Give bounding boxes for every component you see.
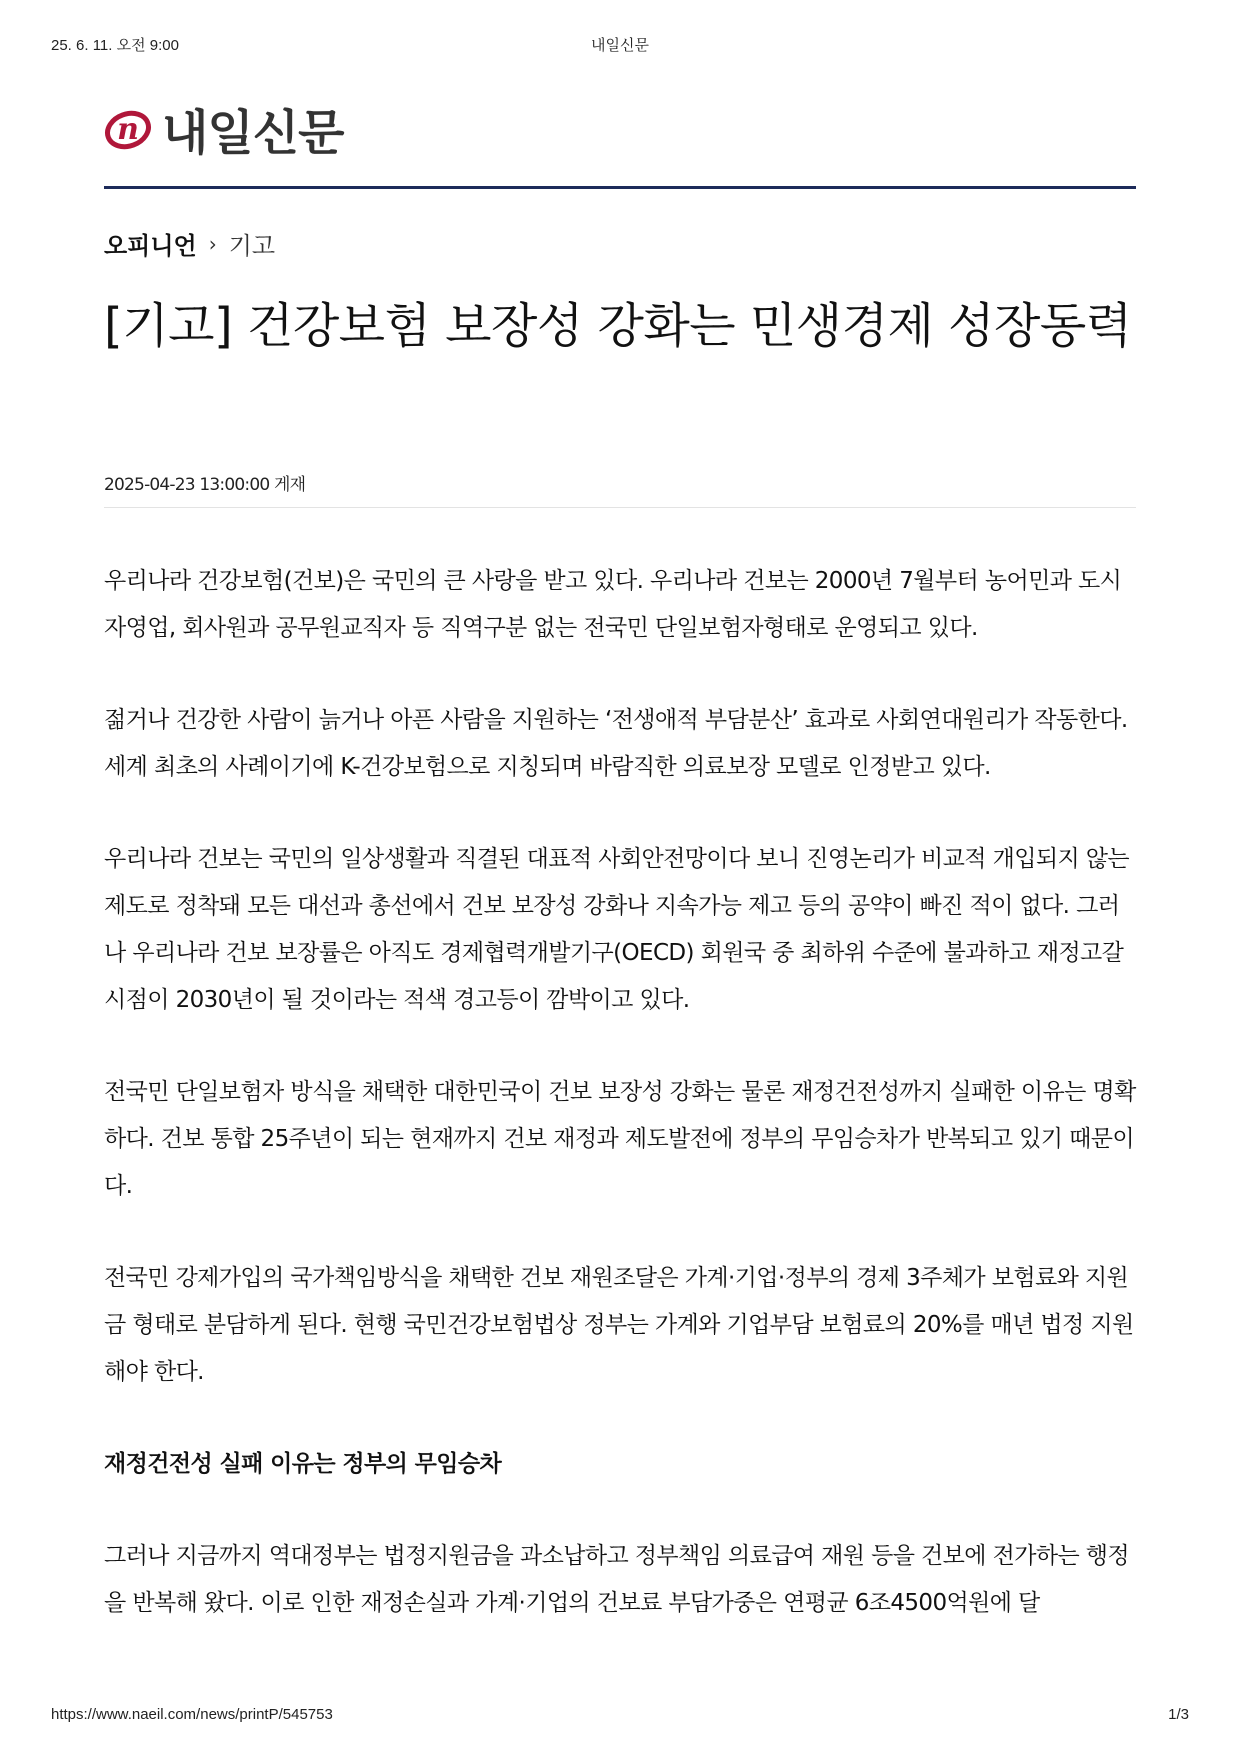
logo-name: 내일신문 xyxy=(162,104,344,161)
breadcrumb xyxy=(104,226,275,261)
chevron-right-icon: › xyxy=(208,231,217,256)
article-paragraph: 전국민 강제가입의 국가책임방식을 채택한 건보 재원조달은 가계·기업·정부의 경제 3주체가 보험료와 지원금 형태로 분담하게 된다. 현행 국민건강보험법상 정부는 가계와 기업부담 보험료의 20%를 매년 법정 지원해야 한다. xyxy=(104,1265,1134,1385)
article-published-date: 2025-04-23 13:00:00 게재 xyxy=(104,475,306,495)
print-page-number: 1/3 xyxy=(1168,1706,1189,1723)
print-footer xyxy=(51,1706,1189,1726)
breadcrumb-subsection[interactable]: 기고 xyxy=(228,232,276,260)
article-subheading: 재정건전성 실패 이유는 정부의 무임승차 xyxy=(104,1451,502,1477)
print-date: 25. 6. 11. 오전 9:00 xyxy=(51,37,179,54)
article-paragraph: 그러나 지금까지 역대정부는 법정지원금을 과소납하고 정부책임 의료급여 재원 등을 건보에 전가하는 행정을 반복해 왔다. 이로 인한 재정손실과 가계·기업의 건보료 부담가중은 연평균 6조4500억원에 달 xyxy=(104,1543,1130,1616)
site-logo[interactable] xyxy=(104,100,344,161)
article-paragraph: 우리나라 건강보험(건보)은 국민의 큰 사랑을 받고 있다. 우리나라 건보는 2000년 7월부터 농어민과 도시자영업, 회사원과 공무원교직자 등 직역구분 없는 전국민 단일보험자형태로 운영되고 있다. xyxy=(104,568,1122,641)
article-paragraph: 전국민 단일보험자 방식을 채택한 대한민국이 건보 보장성 강화는 물론 재정건전성까지 실패한 이유는 명확하다. 건보 통합 25주년이 되는 현재까지 건보 재정과 제도발전에 정부의 무임승차가 반복되고 있기 때문이다. xyxy=(104,1079,1136,1199)
article-headline: [기고] 건강보험 보장성 강화는 민생경제 성장동력 xyxy=(104,298,1132,354)
print-title: 내일신문 xyxy=(591,37,649,54)
logo-mark-letter: n xyxy=(117,112,139,147)
logo-mark-icon xyxy=(104,104,152,152)
article-body xyxy=(104,558,1136,1672)
header-divider xyxy=(104,186,1136,189)
article-paragraph: 우리나라 건보는 국민의 일상생활과 직결된 대표적 사회안전망이다 보니 진영논리가 비교적 개입되지 않는 제도로 정착돼 모든 대선과 총선에서 건보 보장성 강화나 지속가능 제고 등의 공약이 빠진 적이 없다. 그러나 우리나라 건보 보장률은 아직도 경제협력개발기구(OECD) 회원국 중 최하위 수준에 불과하고 재정고갈 시점이 2030년이 될 것이라는 적색 경고등이 깜박이고 있다. xyxy=(104,846,1130,1013)
meta-divider xyxy=(104,507,1136,508)
article-paragraph: 젊거나 건강한 사람이 늙거나 아픈 사람을 지원하는 ‘전생애적 부담분산’ 효과로 사회연대원리가 작동한다. 세계 최초의 사례이기에 K-건강보험으로 지칭되며 바람직한 의료보장 모델로 인정받고 있다. xyxy=(104,707,1128,780)
print-header xyxy=(51,34,1189,54)
breadcrumb-section[interactable]: 오피니언 xyxy=(104,232,197,260)
print-url: https://www.naeil.com/news/printP/545753 xyxy=(51,1706,333,1723)
